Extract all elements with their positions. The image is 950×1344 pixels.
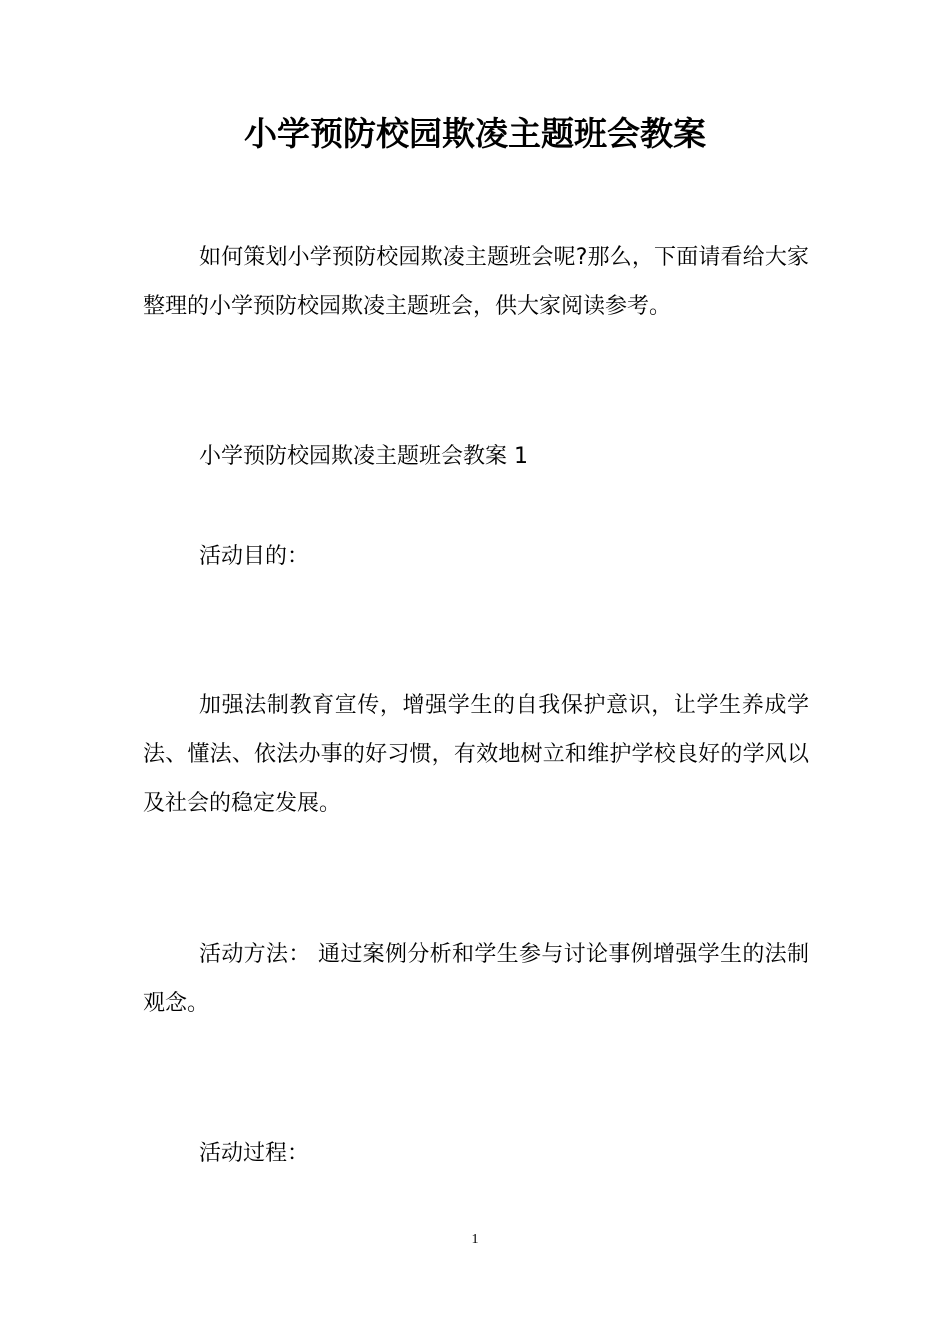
goal-label: 活动目的： <box>199 544 310 569</box>
method-paragraph: 活动方法： 通过案例分析和学生参与讨论事例增强学生的法制观念。 <box>143 942 809 1016</box>
document-title: 小学预防校园欺凌主题班会教案 <box>244 114 706 153</box>
process-label: 活动过程： <box>199 1141 310 1166</box>
intro-paragraph: 如何策划小学预防校园欺凌主题班会呢?那么，下面请看给大家整理的小学预防校园欺凌主题班会，供大家阅读参考。 <box>143 245 809 319</box>
goal-paragraph: 加强法制教育宣传，增强学生的自我保护意识，让学生养成学法、懂法、依法办事的好习惯，有效地树立和维护学校良好的学风以及社会的稳定发展。 <box>143 693 809 816</box>
page-number: 1 <box>471 1232 479 1247</box>
section-heading: 小学预防校园欺凌主题班会教案 1 <box>199 444 528 469</box>
